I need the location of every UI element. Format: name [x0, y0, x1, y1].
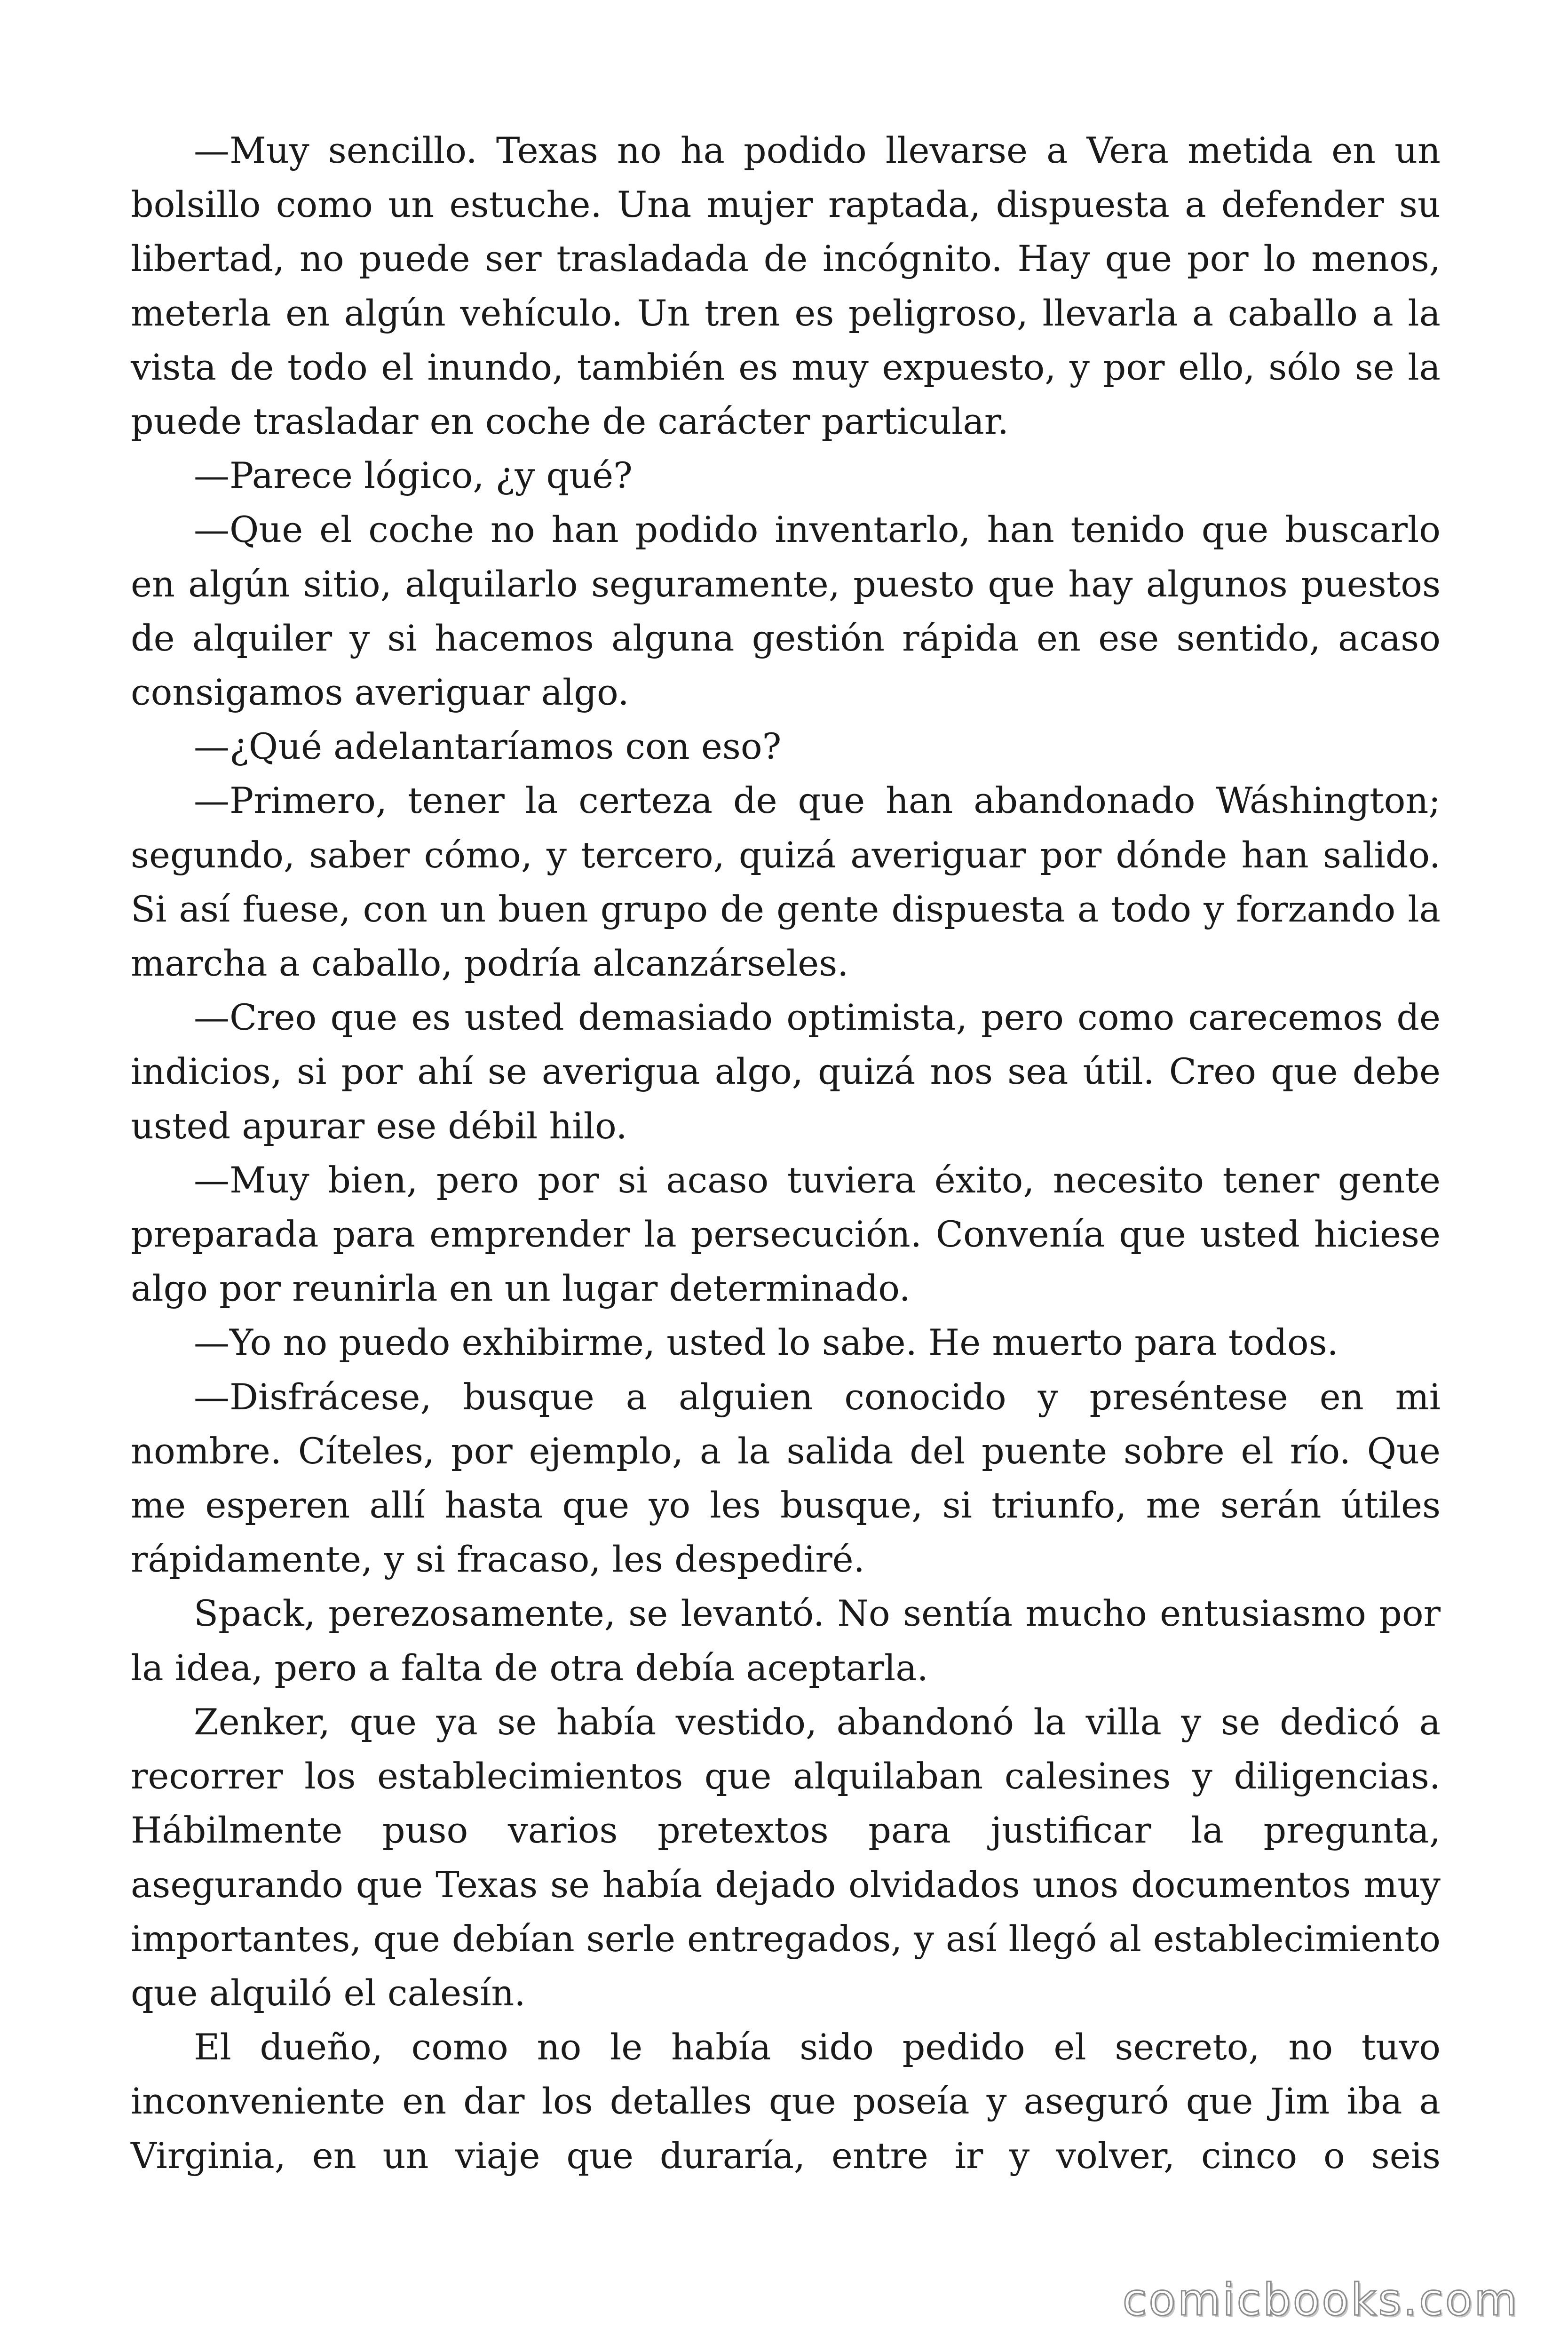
paragraph: —Yo no puedo exhibirme, usted lo sabe. He muerto para todos.: [194, 1321, 1338, 1364]
paragraph: El dueño, como no le había sido pedido el secreto, no tuvo inconveniente en dar los detalles que poseía y aseguró que Jim iba a Virginia, en un viaje que duraría, entre ir y volver, cinco o seis: [131, 2026, 1441, 2177]
paragraph: —Parece lógico, ¿y qué?: [194, 454, 633, 497]
paragraph: —Disfrácese, busque a alguien conocido y preséntese en mi nombre. Cíteles, por ejemplo, a la salida del puente sobre el río. Que me esperen allí hasta que yo les busque, si triunfo, me serán útiles rápidamente, y si fracaso, les despediré.: [131, 1375, 1441, 1581]
paragraph: Spack, perezosamente, se levantó. No sentía mucho entusiasmo por la idea, pero a falta de otra debía aceptarla.: [131, 1592, 1441, 1689]
paragraph: Zenker, que ya se había vestido, abandonó la villa y se dedicó a recorrer los establecimientos que alquilaban calesines y diligencias. Hábilmente puso varios pretextos para justificar la pregunta, asegurando que Texas se había dejado olvidados unos documentos muy importantes, que debían serle entregados, y así llegó al establecimiento que alquiló el calesín.: [131, 1700, 1441, 2014]
paragraph: —Creo que es usted demasiado optimista, pero como carecemos de indicios, si por ahí se averigua algo, quizá nos sea útil. Creo que debe usted apurar ese débil hilo.: [131, 996, 1441, 1147]
paragraph: —Muy sencillo. Texas no ha podido llevarse a Vera metida en un bolsillo como un estuche. Una mujer raptada, dispuesta a defender su libertad, no puede ser trasladada de incógnito. Hay que por lo menos, meterla en algún vehículo. Un tren es peligroso, llevarla a caballo a la vista de todo el inundo, también es muy expuesto, y por ello, sólo se la puede trasladar en coche de carácter particular.: [131, 129, 1441, 443]
paragraph: —Muy bien, pero por si acaso tuviera éxito, necesito tener gente preparada para emprender la persecución. Convenía que usted hiciese algo por reunirla en un lugar determinado.: [131, 1159, 1441, 1310]
paragraph: —¿Qué adelantaríamos con eso?: [194, 725, 782, 768]
watermark: comicbooks.com: [1122, 2274, 1519, 2326]
page-body: [131, 123, 1441, 2183]
paragraph: —Primero, tener la certeza de que han abandonado Wáshington; segundo, saber cómo, y tercero, quizá averiguar por dónde han salido. Si así fuese, con un buen grupo de gente dispuesta a todo y forzando la marcha a caballo, podría alcanzárseles.: [131, 779, 1441, 985]
paragraph: —Que el coche no han podido inventarlo, han tenido que buscarlo en algún sitio, alquilarlo seguramente, puesto que hay algunos puestos de alquiler y si hacemos alguna gestión rápida en ese sentido, acaso consigamos averiguar algo.: [131, 509, 1441, 714]
